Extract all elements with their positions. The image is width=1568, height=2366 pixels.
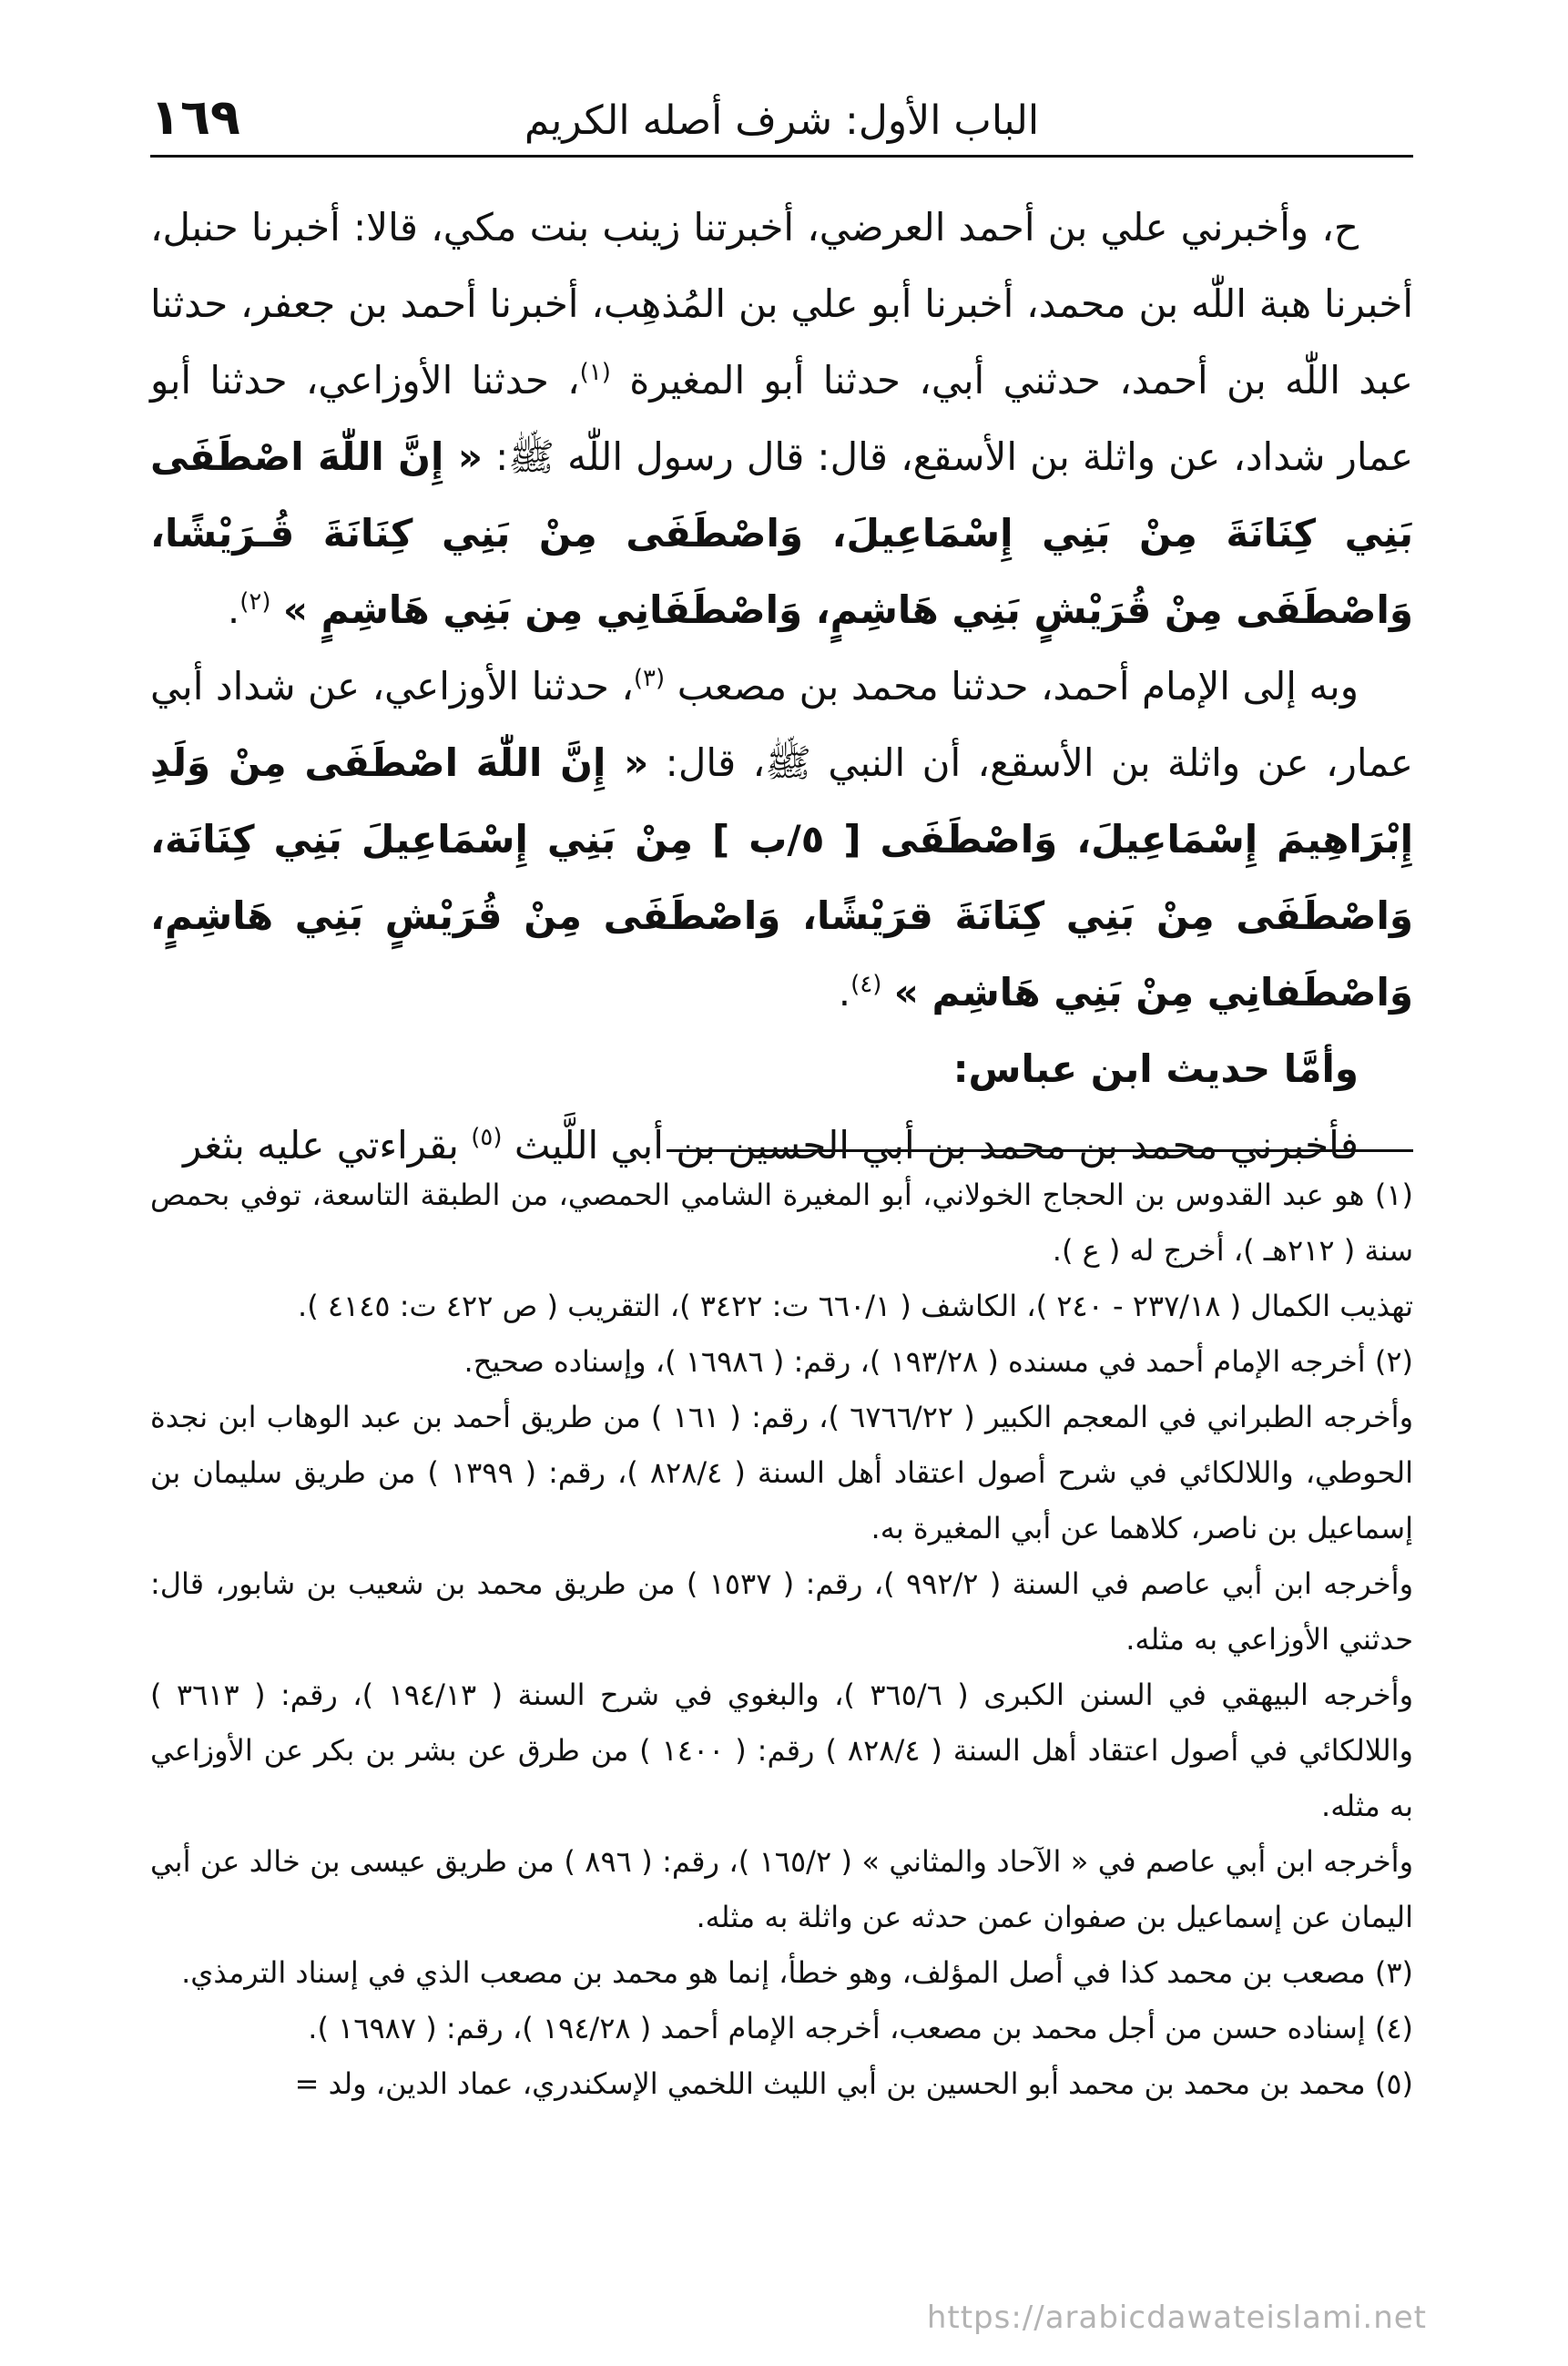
paragraph-1-text-cont: ، حدثنا الأوزاعي، حدثنا أبو عمار شداد، عن واثلة بن الأسقع، قال: قال رسول اللّٰه ﷺ:: [150, 358, 1414, 479]
footnotes: [150, 1168, 1413, 2112]
paragraph-1-text: ح، وأخبرني علي بن أحمد العرضي، أخبرتنا زينب بنت مكي، قالا: أخبرنا حنبل، أخبرنا هبة اللّٰه بن محمد، أخبرنا أبو علي بن المُذهِب، أخبرنا أحمد بن جعفر، حدثنا عبد اللّٰه بن أحمد، حدثني أبي، حدثنا أبو المغيرة: [150, 205, 1413, 403]
footnote-entry: وأخرجه ابن أبي عاصم في السنة ( ٩٩٢/٢ )، رقم: ( ١٥٣٧ ) من طريق محمد بن شعيب بن شابور، قال: حدثني الأوزاعي به مثله.: [150, 1566, 1414, 1657]
footnote-entry: (٣) مصعب بن محمد كذا في أصل المؤلف، وهو خطأ، إنما هو محمد بن مصعب الذي في إسناد الترمذي.: [181, 1955, 1413, 1990]
footnote-ref-5: (٥): [471, 1124, 503, 1151]
paragraph-3-text-cont: بقراءتي عليه بثغر: [183, 1123, 472, 1168]
paragraph-1-end: .: [227, 587, 240, 632]
section-heading: وأمَّا حديث ابن عباس:: [952, 1046, 1359, 1091]
hadith-quote-1: « إِنَّ اللّٰهَ اصْطَفَى بَنِي كِنَانَةَ مِنْ بَنِي إِسْمَاعِيلَ، وَاصْطَفَى مِنْ بَنِي كِنَانَةَ قُـرَيْشًا، وَاصْطَفَى مِنْ قُرَيْشٍ بَنِي هَاشِمٍ، وَاصْطَفَانِي مِن بَنِي هَاشِمٍ »: [150, 434, 1413, 632]
footnote-ref-3: (٣): [633, 665, 666, 692]
hadith-quote-2: « إِنَّ اللّٰهَ اصْطَفَى مِنْ وَلَدِ إِبْرَاهِيمَ إِسْمَاعِيلَ، وَاصْطَفَى [ ٥/ب ] مِنْ بَنِي إِسْمَاعِيلَ بَنِي كِنَانَة، وَاصْطَفَى مِنْ بَنِي كِنَانَةَ قرَيْشًا، وَاصْطَفَى مِنْ قُرَيْشٍ بَنِي هَاشِمٍ، وَاصْطَفانِي مِنْ بَنِي هَاشِم »: [150, 740, 1414, 1015]
footnote-entry: (٢) أخرجه الإمام أحمد في مسنده ( ١٩٣/٢٨ )، رقم: ( ١٦٩٨٦ )، وإسناده صحيح.: [463, 1344, 1413, 1379]
page-header: [150, 84, 1413, 158]
paragraph-2-end: .: [838, 970, 851, 1015]
running-title: الباب الأول: شرف أصله الكريم: [524, 97, 1040, 144]
footnote-entry: وأخرجه ابن أبي عاصم في « الآحاد والمثاني » ( ١٦٥/٢ )، رقم: ( ٨٩٦ ) من طريق عيسى بن خالد عن أبي اليمان عن إسماعيل بن صفوان عمن حدثه عن واثلة به مثله.: [150, 1844, 1414, 1934]
watermark-url: https://arabicdawateislami.net: [926, 2300, 1427, 2336]
footnote-entry: تهذيب الكمال ( ٢٣٧/١٨ - ٢٤٠ )، الكاشف ( ٦٦٠/١ ت: ٣٤٢٢ )، التقريب ( ص ٤٢٢ ت: ٤١٤٥ ).: [298, 1289, 1413, 1323]
main-text: [150, 189, 1413, 1184]
footnote-ref-4: (٤): [850, 971, 882, 998]
footnote-entry: وأخرجه البيهقي في السنن الكبرى ( ٣٦٥/٦ )، والبغوي في شرح السنة ( ١٩٤/١٣ )، رقم: ( ٣٦١٣ ) واللالكائي في أصول اعتقاد أهل السنة ( ٨٢٨/٤ ) رقم: ( ١٤٠٠ ) من طرق عن بشر بن بكر عن الأوزاعي به مثله.: [150, 1678, 1414, 1823]
paragraph-3-text: فأخبرني محمد بن محمد بن أبي الحسين بن أبي اللَّيث: [502, 1123, 1359, 1168]
paragraph-2: [150, 648, 1413, 1031]
paragraph-2-text-cont: ، حدثنا الأوزاعي، عن شداد أبي عمار، عن واثلة بن الأسقع، أن النبي ﷺ، قال:: [150, 664, 1413, 785]
page-number: ١٦٩: [150, 88, 240, 146]
footnote-entry: (١) هو عبد القدوس بن الحجاج الخولاني، أبو المغيرة الشامي الحمصي، من الطبقة التاسعة، توفي بحمص سنة ( ٢١٢هـ )، أخرج له ( ع ).: [150, 1178, 1413, 1268]
footnote-entry: وأخرجه الطبراني في المعجم الكبير ( ٦٧٦٦/٢٢ )، رقم: ( ١٦١ ) من طريق أحمد بن عبد الوهاب ابن نجدة الحوطي، واللالكائي في شرح أصول اعتقاد أهل السنة ( ٨٢٨/٤ )، رقم: ( ١٣٩٩ ) من طريق سليمان بن إسماعيل بن ناصر، كلاهما عن أبي المغيرة به.: [150, 1400, 1414, 1545]
footnote-entry: (٤) إسناده حسن من أجل محمد بن مصعب، أخرجه الإمام أحمد ( ١٩٤/٢٨ )، رقم: ( ١٦٩٨٧ ).: [308, 2011, 1413, 2045]
footnote-ref-1: (١): [579, 359, 611, 386]
paragraph-2-text: وبه إلى الإمام أحمد، حدثنا محمد بن مصعب: [665, 664, 1359, 709]
footnote-ref-2: (٢): [239, 588, 271, 616]
footnote-separator: [667, 1149, 1413, 1152]
paragraph-1: [150, 189, 1413, 648]
footnote-entry: (٥) محمد بن محمد بن محمد أبو الحسين بن أبي الليث اللخمي الإسكندري، عماد الدين، ولد =: [294, 2066, 1413, 2101]
